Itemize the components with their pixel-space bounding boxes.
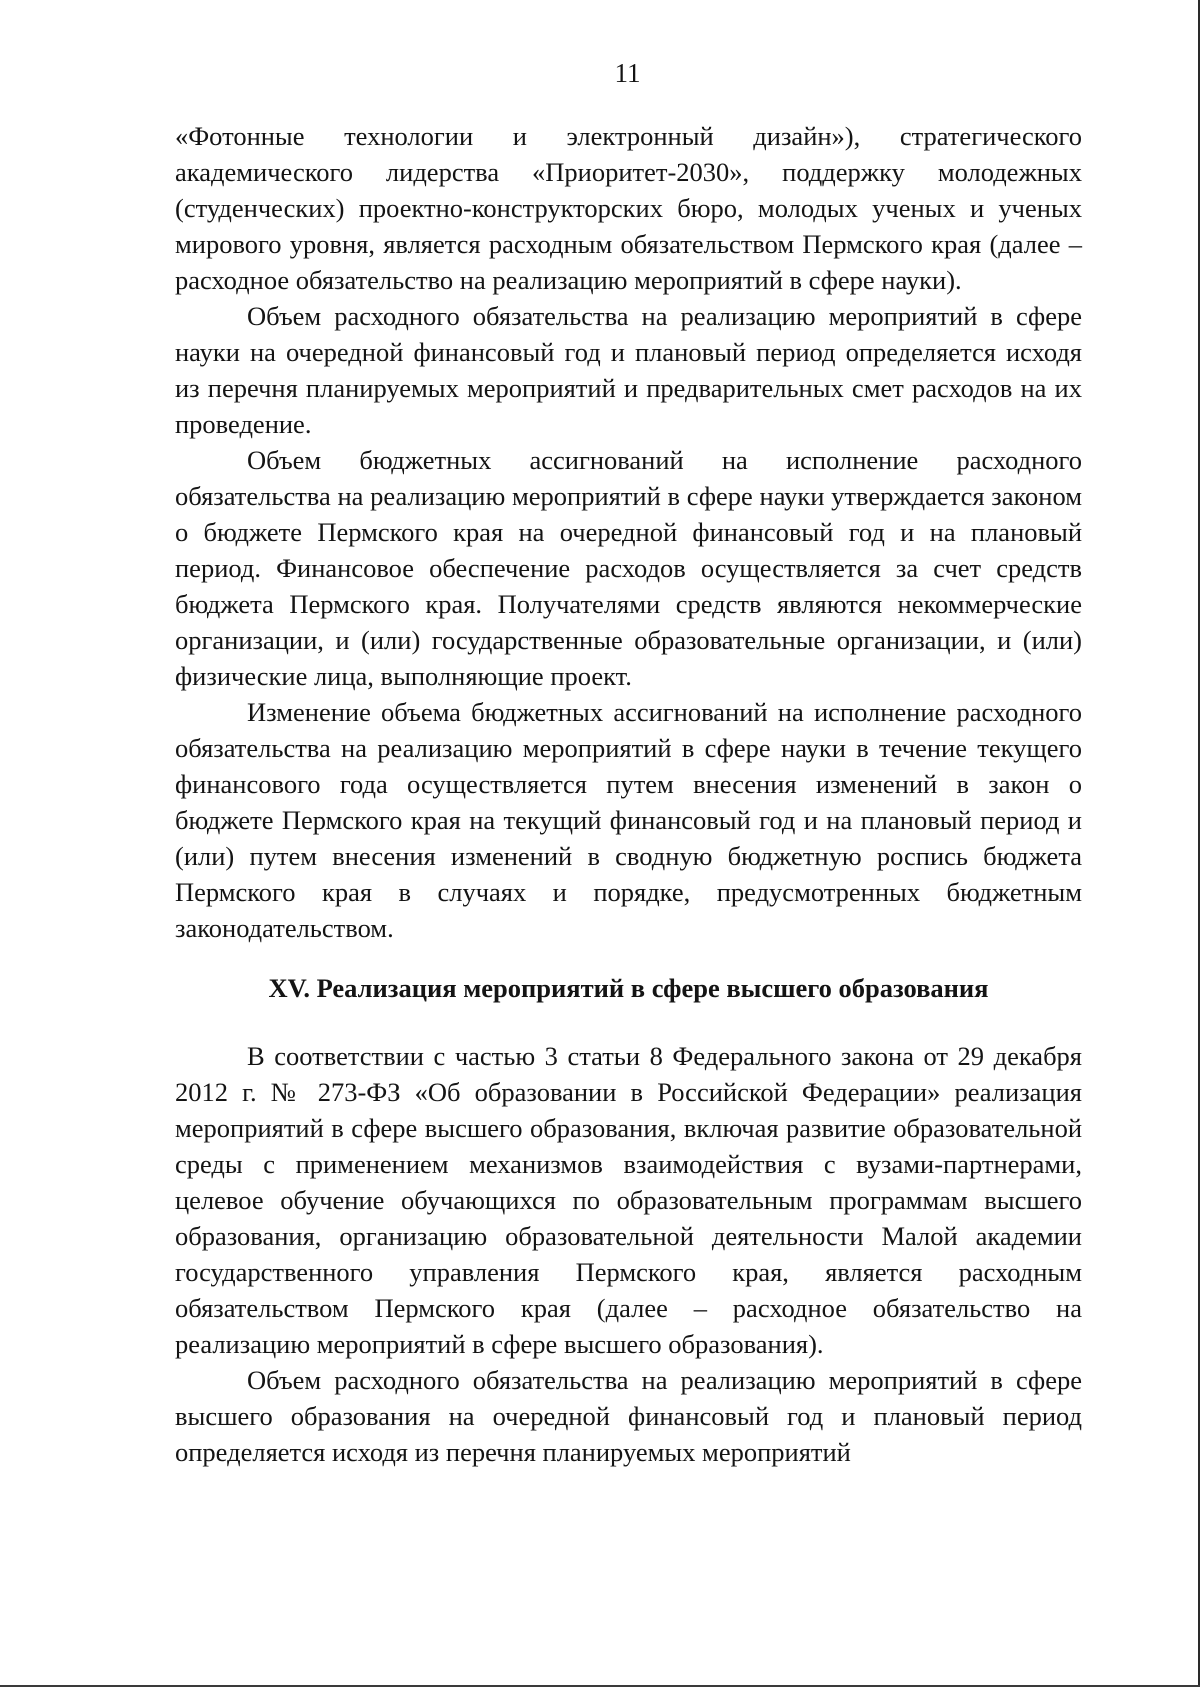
- paragraph-higher-education-volume: Объем расходного обязательства на реализацию мероприятий в сфере высшего образования на очередной финансовый год и плановый период определяется исходя из перечня планируемых мероприятий: [175, 1365, 1082, 1467]
- document-body: [175, 118, 1082, 1470]
- page-number: 11: [614, 58, 641, 88]
- paragraph-science-volume: Объем расходного обязательства на реализацию мероприятий в сфере науки на очередной финансовый год и плановый период определяется исходя из перечня планируемых мероприятий и предварительных смет расходов на их проведение.: [175, 301, 1082, 439]
- section-heading: XV. Реализация мероприятий в сфере высшего образования: [268, 973, 989, 1003]
- paragraph-science-budget: Объем бюджетных ассигнований на исполнение расходного обязательства на реализацию мероприятий в сфере науки утверждается законом о бюджете Пермского края на очередной финансовый год и на плановый период. Финансовое обеспечение расходов осуществляется за счет средств бюджета Пермского края. Получателями средств являются некоммерческие организации, и (или) государственные образовательные организации, и (или) физические лица, выполняющие проект.: [175, 445, 1082, 691]
- paragraph-science-changes: Изменение объема бюджетных ассигнований на исполнение расходного обязательства на реализацию мероприятий в сфере науки в течение текущего финансового года осуществляется путем внесения изменений в закон о бюджете Пермского края на текущий финансовый год и на плановый период и (или) путем внесения изменений в сводную бюджетную роспись бюджета Пермского края в случаях и порядке, предусмотренных бюджетным законодательством.: [175, 697, 1082, 943]
- paragraph-higher-education-obligation: В соответствии с частью 3 статьи 8 Федерального закона от 29 декабря 2012 г. № 273-ФЗ «Об образовании в Российской Федерации» реализация мероприятий в сфере высшего образования, включая развитие образовательной среды с применением механизмов взаимодействия с вузами-партнерами, целевое обучение обучающихся по образовательным программам высшего образования, организацию образовательной деятельности Малой академии государственного управления Пермского края, является расходным обязательством Пермского края (далее – расходное обязательство на реализацию мероприятий в сфере высшего образования).: [175, 1041, 1082, 1359]
- paragraph-science-continuation: «Фотонные технологии и электронный дизайн»), стратегического академического лидерства «Приоритет-2030», поддержку молодежных (студенческих) проектно-конструкторских бюро, молодых ученых и ученых мирового уровня, является расходным обязательством Пермского края (далее – расходное обязательство на реализацию мероприятий в сфере науки).: [175, 121, 1082, 295]
